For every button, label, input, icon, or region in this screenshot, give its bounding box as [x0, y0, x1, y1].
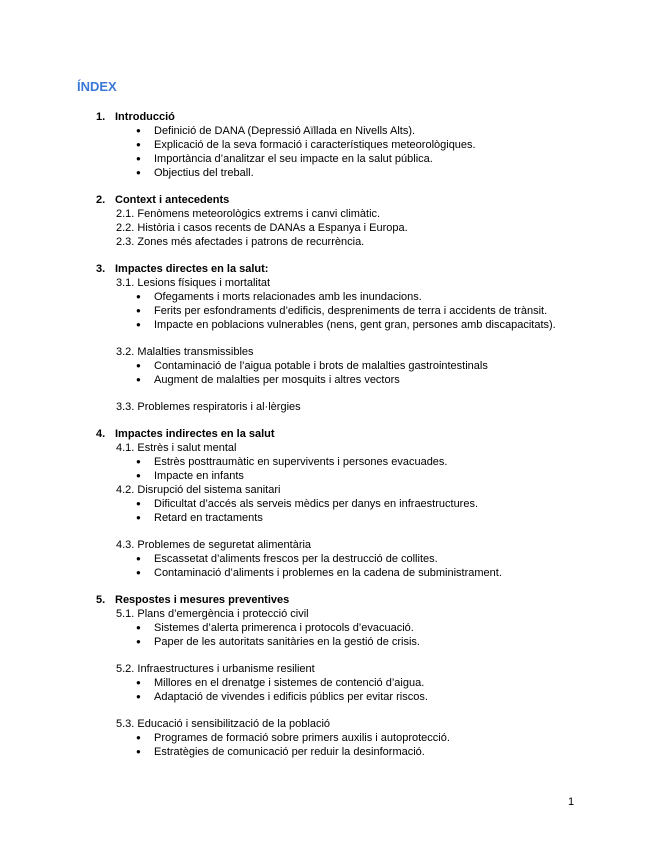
subsection-heading: 4.3. Problemes de seguretat alimentària: [116, 539, 312, 551]
list-item: ● Sistemes d’alerta primerenca i protocols d’evacuació.: [96, 621, 578, 635]
bullet-list: [96, 290, 578, 332]
subsection-heading: 3.1. Lesions físiques i mortalitat: [116, 277, 271, 289]
page-number: 1: [568, 796, 575, 808]
bullet-list: [96, 359, 578, 387]
list-item: ● Definició de DANA (Depressió Aïllada en Nivells Alts).: [96, 124, 578, 138]
section-heading: [96, 110, 578, 124]
section-title: Impactes directes en la salut:: [115, 263, 269, 275]
section-heading: [96, 193, 578, 207]
list-item: ● Ofegaments i morts relacionades amb les inundacions.: [96, 290, 578, 304]
section-number: 4.: [96, 428, 106, 440]
page-title: ÍNDEX: [77, 79, 117, 94]
section-introduccio: [96, 110, 578, 180]
section-impactes-indirectes: [96, 427, 578, 580]
section-title: Impactes indirectes en la salut: [115, 428, 275, 440]
subsection-heading: 4.2. Disrupció del sistema sanitari: [116, 484, 281, 496]
section-title: Respostes i mesures preventives: [115, 594, 290, 606]
section-number: 2.: [96, 194, 106, 206]
list-item: ● Retard en tractaments: [96, 511, 578, 525]
section-respostes: [96, 593, 578, 759]
list-item: ● Adaptació de vivendes i edificis públics per evitar riscos.: [96, 690, 578, 704]
list-item: ● Explicació de la seva formació i característiques meteorològiques.: [96, 138, 578, 152]
subsection-item: 2.1. Fenòmens meteorològics extrems i canvi climàtic.: [116, 208, 381, 220]
list-item: ● Objectius del treball.: [96, 166, 578, 180]
table-of-contents: [96, 110, 578, 772]
bullet-list: [96, 497, 578, 525]
bullet-list: [96, 731, 578, 759]
subsection-heading: 3.2. Malalties transmissibles: [116, 346, 254, 358]
section-context: [96, 193, 578, 249]
section-number: 3.: [96, 263, 106, 275]
list-item: ● Impacte en poblacions vulnerables (nens, gent gran, persones amb discapacitats).: [96, 318, 578, 332]
list-item: ● Estrès posttraumàtic en supervivents i persones evacuades.: [96, 455, 578, 469]
bullet-list: [96, 621, 578, 649]
list-item: ● Paper de les autoritats sanitàries en la gestió de crisis.: [96, 635, 578, 649]
subsection-item: 2.3. Zones més afectades i patrons de recurrència.: [116, 236, 365, 248]
subsection-heading: 5.1. Plans d’emergència i protecció civil: [116, 608, 309, 620]
list-item: ● Dificultat d’accés als serveis mèdics per danys en infraestructures.: [96, 497, 578, 511]
subsection-heading: 3.3. Problemes respiratoris i al·lèrgies: [116, 401, 301, 413]
subsection-item: 2.2. Història i casos recents de DANAs a Espanya i Europa.: [116, 222, 408, 234]
section-heading: [96, 427, 578, 441]
subsection-heading: 4.1. Estrès i salut mental: [116, 442, 237, 454]
bullet-list: [96, 455, 578, 483]
section-heading: [96, 593, 578, 607]
section-title: Introducció: [115, 111, 175, 123]
list-item: ● Contaminació d’aliments i problemes en la cadena de subministrament.: [96, 566, 578, 580]
section-number: 1.: [96, 111, 106, 123]
section-impactes-directes: [96, 262, 578, 414]
section-title: Context i antecedents: [115, 194, 230, 206]
list-item: ● Millores en el drenatge i sistemes de contenció d’aigua.: [96, 676, 578, 690]
list-item: ● Programes de formació sobre primers auxilis i autoprotecció.: [96, 731, 578, 745]
list-item: ● Importància d’analitzar el seu impacte en la salut pública.: [96, 152, 578, 166]
subsection-heading: 5.3. Educació i sensibilització de la població: [116, 718, 331, 730]
bullet-list: [96, 124, 578, 180]
list-item: ● Contaminació de l’aigua potable i brots de malalties gastrointestinals: [96, 359, 578, 373]
subsection-heading: 5.2. Infraestructures i urbanisme resilient: [116, 663, 315, 675]
bullet-list: [96, 676, 578, 704]
list-item: ● Augment de malalties per mosquits i altres vectors: [96, 373, 578, 387]
list-item: ● Estratègies de comunicació per reduir la desinformació.: [96, 745, 578, 759]
list-item: ● Escassetat d’aliments frescos per la destrucció de collites.: [96, 552, 578, 566]
section-heading: [96, 262, 578, 276]
list-item: ● Ferits per esfondraments d’edificis, despreniments de terra i accidents de trànsit.: [96, 304, 578, 318]
bullet-list: [96, 552, 578, 580]
list-item: ● Impacte en infants: [96, 469, 578, 483]
section-number: 5.: [96, 594, 106, 606]
